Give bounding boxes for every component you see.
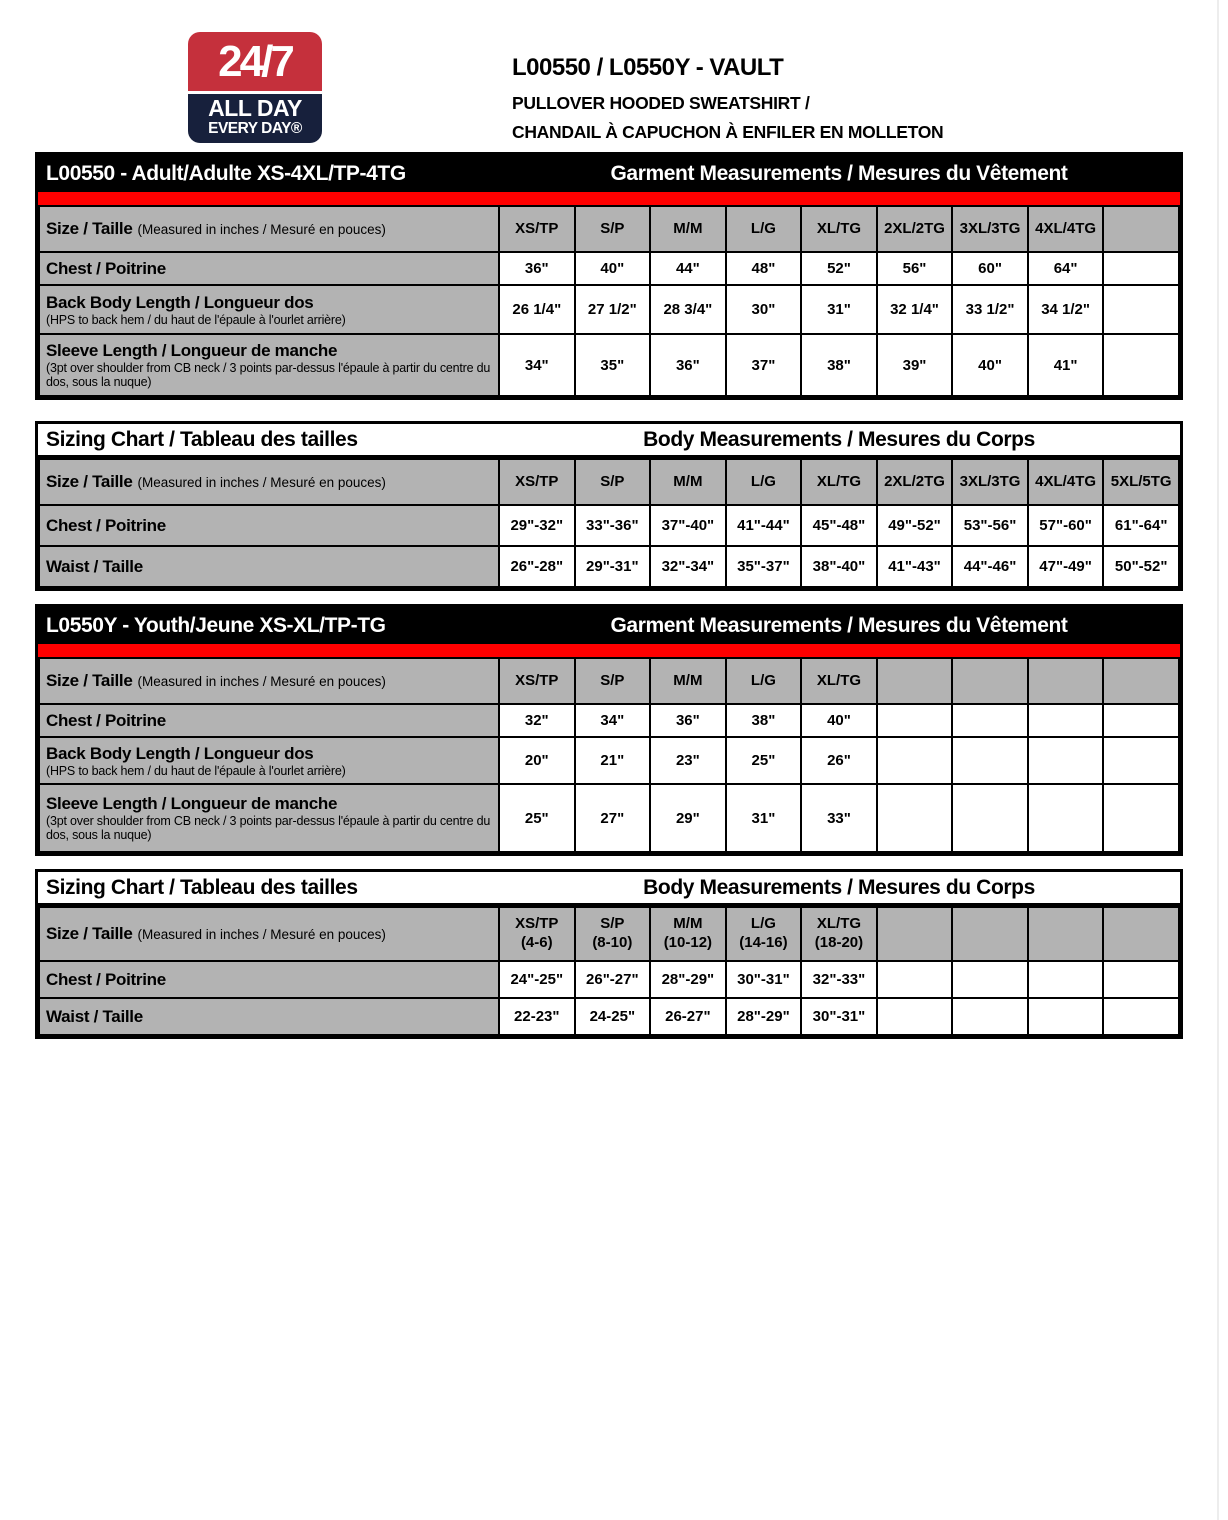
measurement-cell: 34" bbox=[499, 334, 575, 396]
table-row bbox=[39, 704, 1179, 737]
table-row bbox=[39, 334, 1179, 396]
measurement-cell bbox=[1028, 961, 1104, 998]
measurement-cell: 29"-31" bbox=[575, 546, 651, 587]
measurement-cell: 33" bbox=[801, 784, 877, 852]
column-header-label: 2XL/2TG bbox=[884, 219, 945, 237]
column-header-label: M/M bbox=[673, 472, 703, 490]
measurement-cell: 40" bbox=[575, 252, 651, 285]
table-title-right: Garment Measurements / Mesures du Vêtement bbox=[610, 613, 1068, 637]
logo-every-day-text: EVERY DAY® bbox=[208, 119, 302, 137]
table-title-left: Sizing Chart / Tableau des tailles bbox=[46, 875, 358, 899]
table-title-right: Body Measurements / Mesures du Corps bbox=[643, 427, 1035, 451]
table-title-left: L00550 - Adult/Adulte XS-4XL/TP-4TG bbox=[46, 161, 406, 185]
measurement-cell: 44"-46" bbox=[952, 546, 1028, 587]
table-row bbox=[39, 961, 1179, 998]
row-label: Waist / Taille bbox=[46, 1006, 143, 1026]
measurement-cell: 34 1/2" bbox=[1028, 285, 1104, 334]
row-label-note: (HPS to back hem / du haut de l'épaule à l'ourlet arrière) bbox=[46, 763, 346, 778]
measurement-cell: 49"-52" bbox=[877, 505, 953, 546]
row-label: Back Body Length / Longueur dos bbox=[46, 743, 314, 763]
measurement-cell: 41" bbox=[1028, 334, 1104, 396]
column-header-cell bbox=[1028, 658, 1104, 704]
column-header-label: S/P bbox=[600, 915, 625, 933]
column-header-cell bbox=[1028, 459, 1104, 505]
measurement-cell bbox=[952, 704, 1028, 737]
size-header-row bbox=[39, 658, 1179, 704]
measurement-cell: 36" bbox=[650, 704, 726, 737]
column-header-cell bbox=[1103, 907, 1179, 961]
column-header-cell bbox=[575, 658, 651, 704]
measurement-cell: 41"-44" bbox=[726, 505, 802, 546]
measurement-cell: 36" bbox=[499, 252, 575, 285]
row-label-cell bbox=[39, 285, 499, 334]
logo-24-7-mark bbox=[188, 32, 322, 94]
column-header-cell bbox=[499, 907, 575, 961]
product-name-fr: CHANDAIL À CAPUCHON À ENFILER EN MOLLETON bbox=[512, 122, 944, 142]
measurement-cell: 31" bbox=[726, 784, 802, 852]
column-header-label: XL/TG bbox=[816, 219, 862, 237]
measurement-cell: 44" bbox=[650, 252, 726, 285]
column-header-label: XS/TP bbox=[515, 915, 559, 933]
row-label: Sleeve Length / Longueur de manche bbox=[46, 341, 338, 360]
row-label-cell bbox=[39, 737, 499, 784]
column-header-cell bbox=[650, 459, 726, 505]
measurement-cell: 28"-29" bbox=[650, 961, 726, 998]
row-label-cell bbox=[39, 546, 499, 587]
logo-all-day-text: ALL DAY bbox=[208, 95, 302, 122]
size-row-label-cell bbox=[39, 459, 499, 505]
column-header-label: M/M bbox=[673, 219, 703, 237]
measurement-cell: 25" bbox=[726, 737, 802, 784]
measurement-cell: 41"-43" bbox=[877, 546, 953, 587]
measurement-cell: 26" bbox=[801, 737, 877, 784]
measurement-cell: 33"-36" bbox=[575, 505, 651, 546]
table-row bbox=[39, 998, 1179, 1035]
column-header-cell bbox=[1028, 907, 1104, 961]
size-label: Size / Taille bbox=[46, 472, 133, 491]
measurement-cell: 30" bbox=[726, 285, 802, 334]
measurement-grid bbox=[38, 906, 1180, 1036]
measurement-cell: 53"-56" bbox=[952, 505, 1028, 546]
size-label-note: (Measured in inches / Mesuré en pouces) bbox=[137, 475, 386, 490]
column-header-label: S/P bbox=[600, 671, 625, 689]
column-header-cell bbox=[952, 658, 1028, 704]
column-header-label: S/P bbox=[600, 219, 625, 237]
measurement-cell: 38" bbox=[726, 704, 802, 737]
size-label-note: (Measured in inches / Mesuré en pouces) bbox=[137, 674, 386, 689]
column-header-sub: (4-6) bbox=[520, 934, 553, 951]
measurement-cell: 28"-29" bbox=[726, 998, 802, 1035]
measurement-cell: 57"-60" bbox=[1028, 505, 1104, 546]
measurement-cell: 32" bbox=[499, 704, 575, 737]
column-header-cell bbox=[801, 206, 877, 252]
measurement-cell bbox=[1103, 998, 1179, 1035]
column-header-cell bbox=[499, 459, 575, 505]
measurement-cell: 23" bbox=[650, 737, 726, 784]
column-header-cell bbox=[650, 658, 726, 704]
measurement-cell: 50"-52" bbox=[1103, 546, 1179, 587]
measurement-cell: 40" bbox=[952, 334, 1028, 396]
measurement-cell: 48" bbox=[726, 252, 802, 285]
column-header-cell bbox=[650, 907, 726, 961]
row-label: Waist / Taille bbox=[46, 556, 143, 576]
column-header-sub: (18-20) bbox=[814, 934, 864, 951]
measurement-cell bbox=[1103, 334, 1179, 396]
column-header-label: L/G bbox=[750, 671, 776, 689]
measurement-cell: 28 3/4" bbox=[650, 285, 726, 334]
measurement-cell bbox=[1028, 737, 1104, 784]
column-header-cell bbox=[952, 206, 1028, 252]
measurement-cell: 39" bbox=[877, 334, 953, 396]
column-header-cell bbox=[952, 459, 1028, 505]
column-header-cell bbox=[575, 206, 651, 252]
column-header-cell bbox=[801, 658, 877, 704]
measurement-cell: 60" bbox=[952, 252, 1028, 285]
column-header-cell bbox=[877, 459, 953, 505]
measurement-cell bbox=[1103, 784, 1179, 852]
column-header-cell bbox=[726, 907, 802, 961]
measurement-cell: 26"-28" bbox=[499, 546, 575, 587]
logo-tagline bbox=[188, 94, 322, 143]
measurement-cell: 32 1/4" bbox=[877, 285, 953, 334]
column-header-cell bbox=[1103, 459, 1179, 505]
row-label: Chest / Poitrine bbox=[46, 258, 166, 278]
measurement-cell bbox=[877, 961, 953, 998]
table-row bbox=[39, 546, 1179, 587]
measurement-cell: 25" bbox=[499, 784, 575, 852]
measurement-cell bbox=[952, 961, 1028, 998]
measurement-cell: 21" bbox=[575, 737, 651, 784]
column-header-cell bbox=[726, 459, 802, 505]
measurement-cell: 26 1/4" bbox=[499, 285, 575, 334]
size-label: Size / Taille bbox=[46, 219, 133, 238]
measurement-cell bbox=[952, 737, 1028, 784]
measurement-cell: 26-27" bbox=[650, 998, 726, 1035]
column-header-sub: (8-10) bbox=[592, 934, 633, 951]
measurement-cell: 29" bbox=[650, 784, 726, 852]
table-row bbox=[39, 285, 1179, 334]
table-row bbox=[39, 505, 1179, 546]
column-header-label: XL/TG bbox=[816, 915, 862, 933]
product-code-title: L00550 / L0550Y - VAULT bbox=[512, 54, 784, 81]
row-label-cell bbox=[39, 961, 499, 998]
column-header-cell bbox=[801, 459, 877, 505]
table-title-left: L0550Y - Youth/Jeune XS-XL/TP-TG bbox=[46, 613, 386, 637]
measurement-cell: 27" bbox=[575, 784, 651, 852]
column-header-cell bbox=[650, 206, 726, 252]
measurement-cell: 52" bbox=[801, 252, 877, 285]
column-header-cell bbox=[1103, 658, 1179, 704]
tables-container bbox=[35, 152, 1183, 1039]
column-header-label: L/G bbox=[750, 219, 776, 237]
measurement-cell: 56" bbox=[877, 252, 953, 285]
measurement-cell: 30"-31" bbox=[726, 961, 802, 998]
row-label: Chest / Poitrine bbox=[46, 710, 166, 730]
table-title-row bbox=[38, 424, 1180, 458]
measurement-cell bbox=[1103, 961, 1179, 998]
column-header-cell bbox=[726, 658, 802, 704]
measurement-cell bbox=[1028, 998, 1104, 1035]
measurement-cell: 22-23" bbox=[499, 998, 575, 1035]
size-row-label-cell bbox=[39, 206, 499, 252]
column-header-cell bbox=[877, 658, 953, 704]
column-header-cell bbox=[726, 206, 802, 252]
youth-garment-measurements-table bbox=[35, 604, 1183, 856]
table-title-right: Garment Measurements / Mesures du Vêtement bbox=[610, 161, 1068, 185]
size-header-row bbox=[39, 206, 1179, 252]
logo-24-7-text: 24/7 bbox=[218, 36, 292, 86]
column-header-label: S/P bbox=[600, 472, 625, 490]
table-title-row bbox=[38, 155, 1180, 192]
measurement-cell: 30"-31" bbox=[801, 998, 877, 1035]
size-label: Size / Taille bbox=[46, 671, 133, 690]
measurement-cell: 38"-40" bbox=[801, 546, 877, 587]
column-header-label: 3XL/3TG bbox=[959, 219, 1021, 237]
column-header-label: M/M bbox=[673, 915, 703, 933]
24-7-logo bbox=[188, 32, 322, 143]
youth-body-measurements-table bbox=[35, 869, 1183, 1039]
column-header-label: L/G bbox=[750, 472, 776, 490]
column-header-cell bbox=[952, 907, 1028, 961]
measurement-cell: 31" bbox=[801, 285, 877, 334]
column-header-cell bbox=[801, 907, 877, 961]
measurement-cell: 33 1/2" bbox=[952, 285, 1028, 334]
row-label-cell bbox=[39, 252, 499, 285]
row-label-cell bbox=[39, 998, 499, 1035]
measurement-cell bbox=[877, 704, 953, 737]
product-title-block bbox=[512, 54, 943, 147]
measurement-cell: 35"-37" bbox=[726, 546, 802, 587]
row-label: Chest / Poitrine bbox=[46, 969, 166, 989]
row-label: Chest / Poitrine bbox=[46, 515, 166, 535]
measurement-grid bbox=[38, 657, 1180, 853]
row-label-cell bbox=[39, 784, 499, 852]
column-header-cell bbox=[877, 907, 953, 961]
column-header-label: XL/TG bbox=[816, 472, 862, 490]
measurement-cell bbox=[1103, 285, 1179, 334]
measurement-cell bbox=[952, 784, 1028, 852]
measurement-cell: 64" bbox=[1028, 252, 1104, 285]
column-header-sub: (14-16) bbox=[739, 934, 788, 951]
row-label: Sleeve Length / Longueur de manche bbox=[46, 794, 338, 813]
row-label-cell bbox=[39, 704, 499, 737]
measurement-cell: 29"-32" bbox=[499, 505, 575, 546]
measurement-cell bbox=[1028, 784, 1104, 852]
measurement-cell: 37" bbox=[726, 334, 802, 396]
column-header-cell bbox=[499, 658, 575, 704]
column-header-cell bbox=[1028, 206, 1104, 252]
column-header-label: XS/TP bbox=[515, 472, 559, 490]
measurement-cell: 34" bbox=[575, 704, 651, 737]
measurement-cell: 32"-33" bbox=[801, 961, 877, 998]
row-label-cell bbox=[39, 334, 499, 396]
row-label-note: (HPS to back hem / du haut de l'épaule à l'ourlet arrière) bbox=[46, 312, 346, 327]
measurement-cell: 36" bbox=[650, 334, 726, 396]
size-label-note: (Measured in inches / Mesuré en pouces) bbox=[137, 927, 386, 942]
table-row bbox=[39, 737, 1179, 784]
measurement-cell bbox=[877, 784, 953, 852]
red-accent-bar bbox=[38, 644, 1180, 657]
table-title-row bbox=[38, 607, 1180, 644]
row-label: Back Body Length / Longueur dos bbox=[46, 292, 314, 312]
measurement-cell: 61"-64" bbox=[1103, 505, 1179, 546]
column-header-cell bbox=[575, 907, 651, 961]
measurement-cell: 45"-48" bbox=[801, 505, 877, 546]
column-header-label: 3XL/3TG bbox=[959, 472, 1021, 490]
measurement-cell bbox=[877, 998, 953, 1035]
measurement-cell: 27 1/2" bbox=[575, 285, 651, 334]
table-row bbox=[39, 784, 1179, 852]
table-title-left: Sizing Chart / Tableau des tailles bbox=[46, 427, 358, 451]
table-title-row bbox=[38, 872, 1180, 906]
column-header-label: L/G bbox=[750, 915, 776, 933]
page-edge-line bbox=[1217, 0, 1219, 1520]
column-header-label: 2XL/2TG bbox=[884, 472, 945, 490]
measurement-cell: 38" bbox=[801, 334, 877, 396]
measurement-cell bbox=[1028, 704, 1104, 737]
column-header-sub: (10-12) bbox=[663, 934, 713, 951]
measurement-cell: 26"-27" bbox=[575, 961, 651, 998]
column-header-label: 4XL/4TG bbox=[1035, 472, 1097, 490]
column-header-label: 4XL/4TG bbox=[1035, 219, 1097, 237]
measurement-cell: 24"-25" bbox=[499, 961, 575, 998]
measurement-cell bbox=[1103, 737, 1179, 784]
table-row bbox=[39, 252, 1179, 285]
measurement-cell: 35" bbox=[575, 334, 651, 396]
measurement-cell bbox=[952, 998, 1028, 1035]
column-header-cell bbox=[499, 206, 575, 252]
size-row-label-cell bbox=[39, 658, 499, 704]
size-label-note: (Measured in inches / Mesuré en pouces) bbox=[137, 222, 386, 237]
size-header-row bbox=[39, 907, 1179, 961]
size-label: Size / Taille bbox=[46, 924, 133, 943]
measurement-cell bbox=[1103, 704, 1179, 737]
row-label-note: (3pt over shoulder from CB neck / 3 points par-dessus l'épaule à partir du centre du dos, sous la nuque) bbox=[46, 814, 491, 842]
row-label-cell bbox=[39, 505, 499, 546]
column-header-cell bbox=[575, 459, 651, 505]
product-name-en: PULLOVER HOODED SWEATSHIRT / bbox=[512, 93, 810, 113]
measurement-cell bbox=[877, 737, 953, 784]
adult-garment-measurements-table bbox=[35, 152, 1183, 400]
measurement-cell: 24-25" bbox=[575, 998, 651, 1035]
measurement-grid bbox=[38, 205, 1180, 397]
measurement-cell: 32"-34" bbox=[650, 546, 726, 587]
column-header-cell bbox=[1103, 206, 1179, 252]
column-header-label: XL/TG bbox=[816, 671, 862, 689]
measurement-grid bbox=[38, 458, 1180, 588]
table-title-right: Body Measurements / Mesures du Corps bbox=[643, 875, 1035, 899]
row-label-note: (3pt over shoulder from CB neck / 3 points par-dessus l'épaule à partir du centre du dos, sous la nuque) bbox=[46, 361, 491, 389]
size-header-row bbox=[39, 459, 1179, 505]
measurement-cell: 20" bbox=[499, 737, 575, 784]
measurement-cell: 47"-49" bbox=[1028, 546, 1104, 587]
measurement-cell: 37"-40" bbox=[650, 505, 726, 546]
column-header-label: XS/TP bbox=[515, 219, 559, 237]
measurement-cell bbox=[1103, 252, 1179, 285]
size-row-label-cell bbox=[39, 907, 499, 961]
column-header-label: M/M bbox=[673, 671, 703, 689]
column-header-cell bbox=[877, 206, 953, 252]
column-header-label: 5XL/5TG bbox=[1110, 472, 1172, 490]
red-accent-bar bbox=[38, 192, 1180, 205]
adult-body-measurements-table bbox=[35, 421, 1183, 591]
column-header-label: XS/TP bbox=[515, 671, 559, 689]
measurement-cell: 40" bbox=[801, 704, 877, 737]
